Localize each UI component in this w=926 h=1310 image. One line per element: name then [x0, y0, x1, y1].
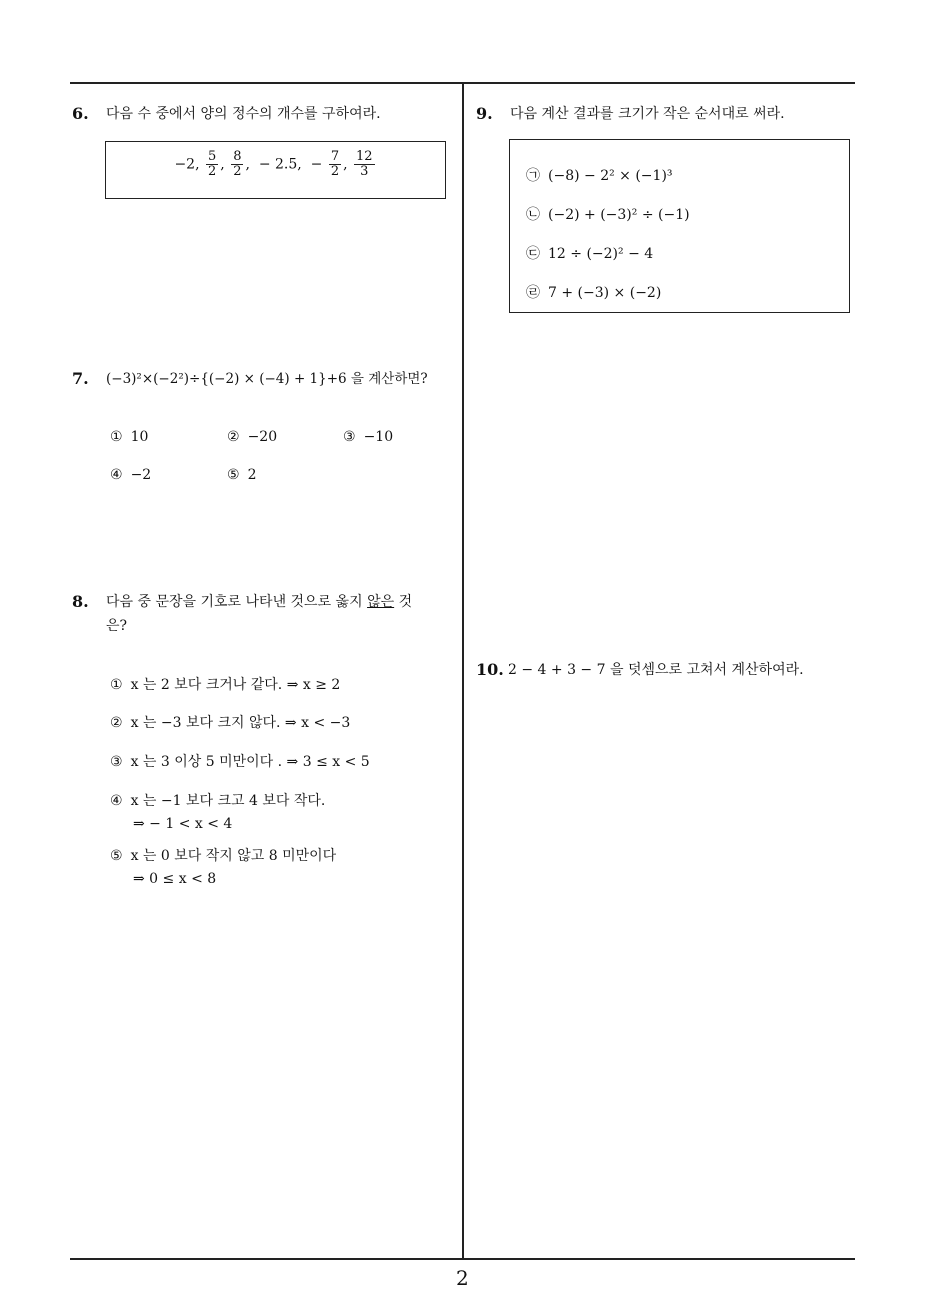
- q9-item-3: ㉢ 12 ÷ (−2)² − 4: [526, 246, 654, 262]
- q8-choice-2: ② x 는 −3 보다 크지 않다. ⇒ x < −3: [110, 715, 351, 731]
- q6-number-box: [105, 141, 446, 199]
- q10-number: 10.: [476, 660, 504, 679]
- q7-choice-2: ② −20: [227, 429, 278, 445]
- q9-item-2: ㉡ (−2) + (−3)² ÷ (−1): [526, 207, 690, 223]
- q9-item-1: ㉠ (−8) − 2² × (−1)³: [526, 168, 673, 184]
- q8-underlined-word: 않은: [367, 594, 395, 610]
- q6-fraction-5-2: $\frac{5}{2}$: [208, 149, 217, 179]
- q7-text: (−3)²×(−2²)÷{(−2) × (−4) + 1}+6 을 계산하면?: [106, 371, 428, 387]
- q7-choice-1: ① 10: [110, 429, 149, 445]
- q9-text: 다음 계산 결과를 크기가 작은 순서대로 써라.: [510, 106, 785, 122]
- q6-fraction-8-2: $\frac{8}{2}$: [233, 149, 242, 179]
- q9-number: 9.: [476, 104, 493, 123]
- q8-choice-3: ③ x 는 3 이상 5 미만이다 . ⇒ 3 ≤ x < 5: [110, 754, 370, 770]
- q6-fraction-7-2: $\frac{7}{2}$: [330, 149, 340, 179]
- page-number: 2: [456, 1266, 469, 1290]
- q7-number: 7.: [72, 369, 89, 388]
- q8-choice-4: ④ x 는 −1 보다 크고 4 보다 작다.: [110, 793, 326, 809]
- q6-value-b: , − 2.5, −: [245, 156, 323, 173]
- q9-item-4: ㉣ 7 + (−3) × (−2): [526, 285, 662, 301]
- column-divider: [462, 82, 464, 1259]
- q6-fraction-12-3: $\frac{12}{3}$: [356, 149, 373, 179]
- q6-value-a: −2,: [174, 156, 200, 173]
- q6-number: 6.: [72, 104, 89, 123]
- q7-choice-5: ⑤ 2: [227, 467, 257, 483]
- q8-choice-1: ① x 는 2 보다 크거나 같다. ⇒ x ≥ 2: [110, 677, 341, 693]
- q8-choice-4-continuation: ⇒ − 1 < x < 4: [133, 816, 233, 832]
- q6-text: 다음 수 중에서 양의 정수의 개수를 구하여라.: [106, 106, 381, 122]
- q7-choice-4: ④ −2: [110, 467, 152, 483]
- q10-text: 2 − 4 + 3 − 7 을 덧셈으로 고쳐서 계산하여라.: [508, 662, 804, 678]
- q6-number-list: −2, $\frac{5}{2}$ , $\frac{8}{2}$ , − 2.5, − $\frac{7}{2}$ , $\frac{12}{3}$: [174, 149, 373, 179]
- q9-expression-box: [509, 139, 850, 313]
- q8-choice-5: ⑤ x 는 0 보다 작지 않고 8 미만이다: [110, 848, 337, 864]
- q8-choice-5-continuation: ⇒ 0 ≤ x < 8: [133, 871, 217, 887]
- q8-number: 8.: [72, 592, 89, 611]
- q8-text: 다음 중 문장을 기호로 나타낸 것으로 옳지 않은 것 은?: [106, 594, 413, 634]
- bottom-rule: [70, 1258, 855, 1260]
- q7-choice-3: ③ −10: [343, 429, 394, 445]
